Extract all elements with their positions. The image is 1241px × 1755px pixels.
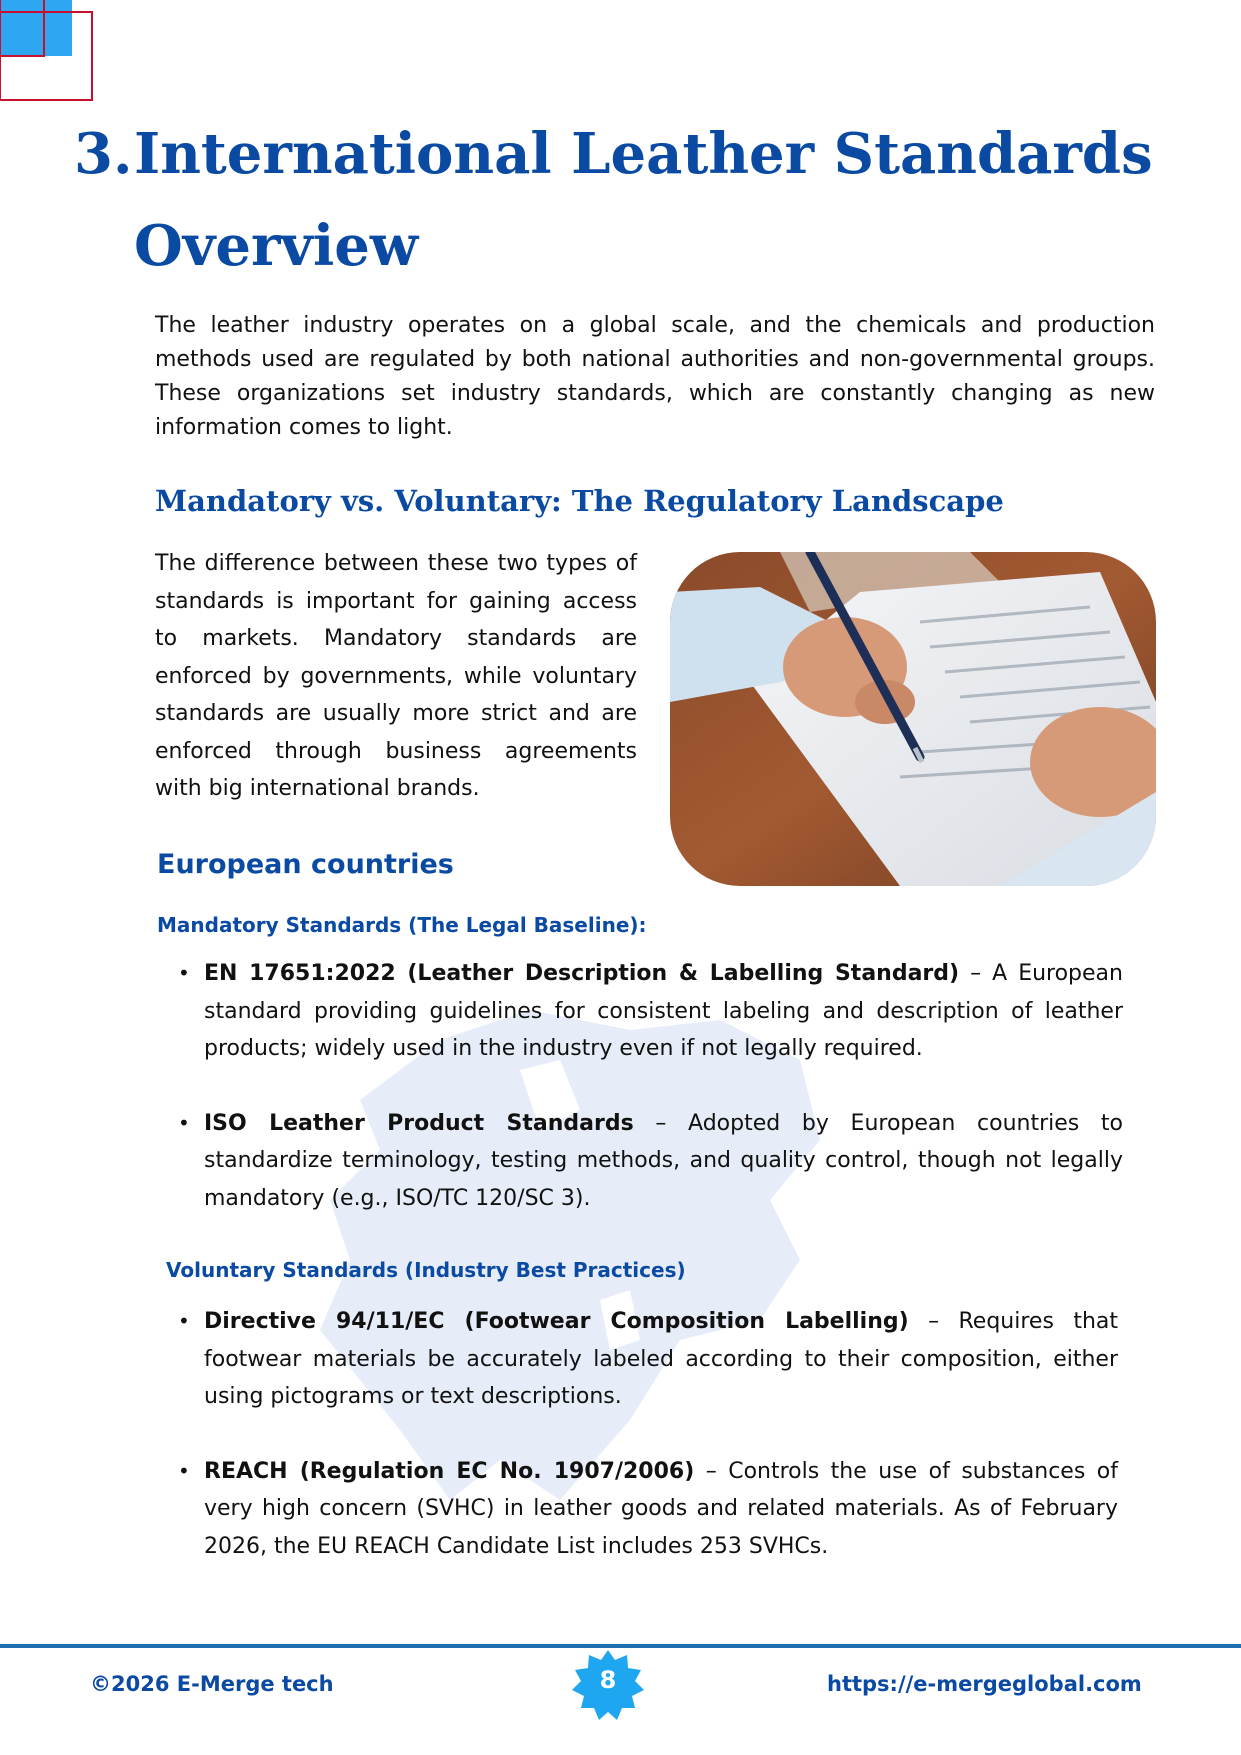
intro-paragraph: The leather industry operates on a global scale, and the chemicals and production methods used are regulated by both national authorities and non-governmental groups. These organizations set industry standards, which are constantly changing as new information comes to light.	[155, 313, 1155, 440]
footer-url-link[interactable]: https://e-mergeglobal.com	[827, 1672, 1142, 1696]
signing-document-photo	[670, 552, 1156, 886]
section-heading: Mandatory vs. Voluntary: The Regulatory Landscape	[155, 484, 1004, 518]
list-item	[178, 1105, 1123, 1218]
page-title	[74, 108, 1174, 292]
mandatory-standards-label: Mandatory Standards (The Legal Baseline):	[157, 913, 647, 937]
standard-description: – Requires that footwear materials be accurately labeled according to their composition, either using pictograms or text descriptions.	[204, 1309, 1118, 1409]
standard-name: REACH (Regulation EC No. 1907/2006)	[204, 1458, 695, 1484]
standard-name: ISO Leather Product Standards	[204, 1110, 634, 1136]
standard-description: – Adopted by European countries to standardize terminology, testing methods, and quality control, though not legally mandatory (e.g., ISO/TC 120/SC 3).	[204, 1110, 1123, 1211]
list-item	[178, 955, 1123, 1068]
voluntary-standards-list	[178, 1303, 1118, 1602]
page-number: 8	[599, 1666, 617, 1694]
corner-decoration-icon	[0, 0, 100, 110]
title-line-1: International Leather Standards	[134, 121, 1153, 187]
footer-divider	[0, 1644, 1241, 1648]
standard-description: – Controls the use of substances of very high concern (SVHC) in leather goods and related materials. As of February 2026, the EU REACH Candidate List includes 253 SVHCs.	[204, 1458, 1118, 1559]
mandatory-standards-list	[178, 955, 1123, 1254]
voluntary-standards-label: Voluntary Standards (Industry Best Practices)	[166, 1258, 686, 1282]
standard-name: EN 17651:2022 (Leather Description & Labelling Standard)	[204, 961, 960, 986]
difference-paragraph: The difference between these two types of standards is important for gaining access to markets. Mandatory standards are enforced by governments, while voluntary standards are usually more strict and are enforced through business agreements with big international brands.	[155, 551, 637, 801]
standard-name: Directive 94/11/EC (Footwear Composition Labelling)	[204, 1309, 909, 1334]
footer-copyright: ©2026 E-Merge tech	[90, 1672, 334, 1696]
subsection-european-countries: European countries	[157, 849, 454, 880]
title-number: 3.	[74, 121, 133, 187]
list-item	[178, 1453, 1118, 1566]
title-line-2: Overview	[134, 213, 419, 279]
standard-description: – A European standard providing guidelines for consistent labeling and description of leather products; widely used in the industry even if not legally required.	[204, 961, 1123, 1061]
list-item	[178, 1303, 1118, 1416]
